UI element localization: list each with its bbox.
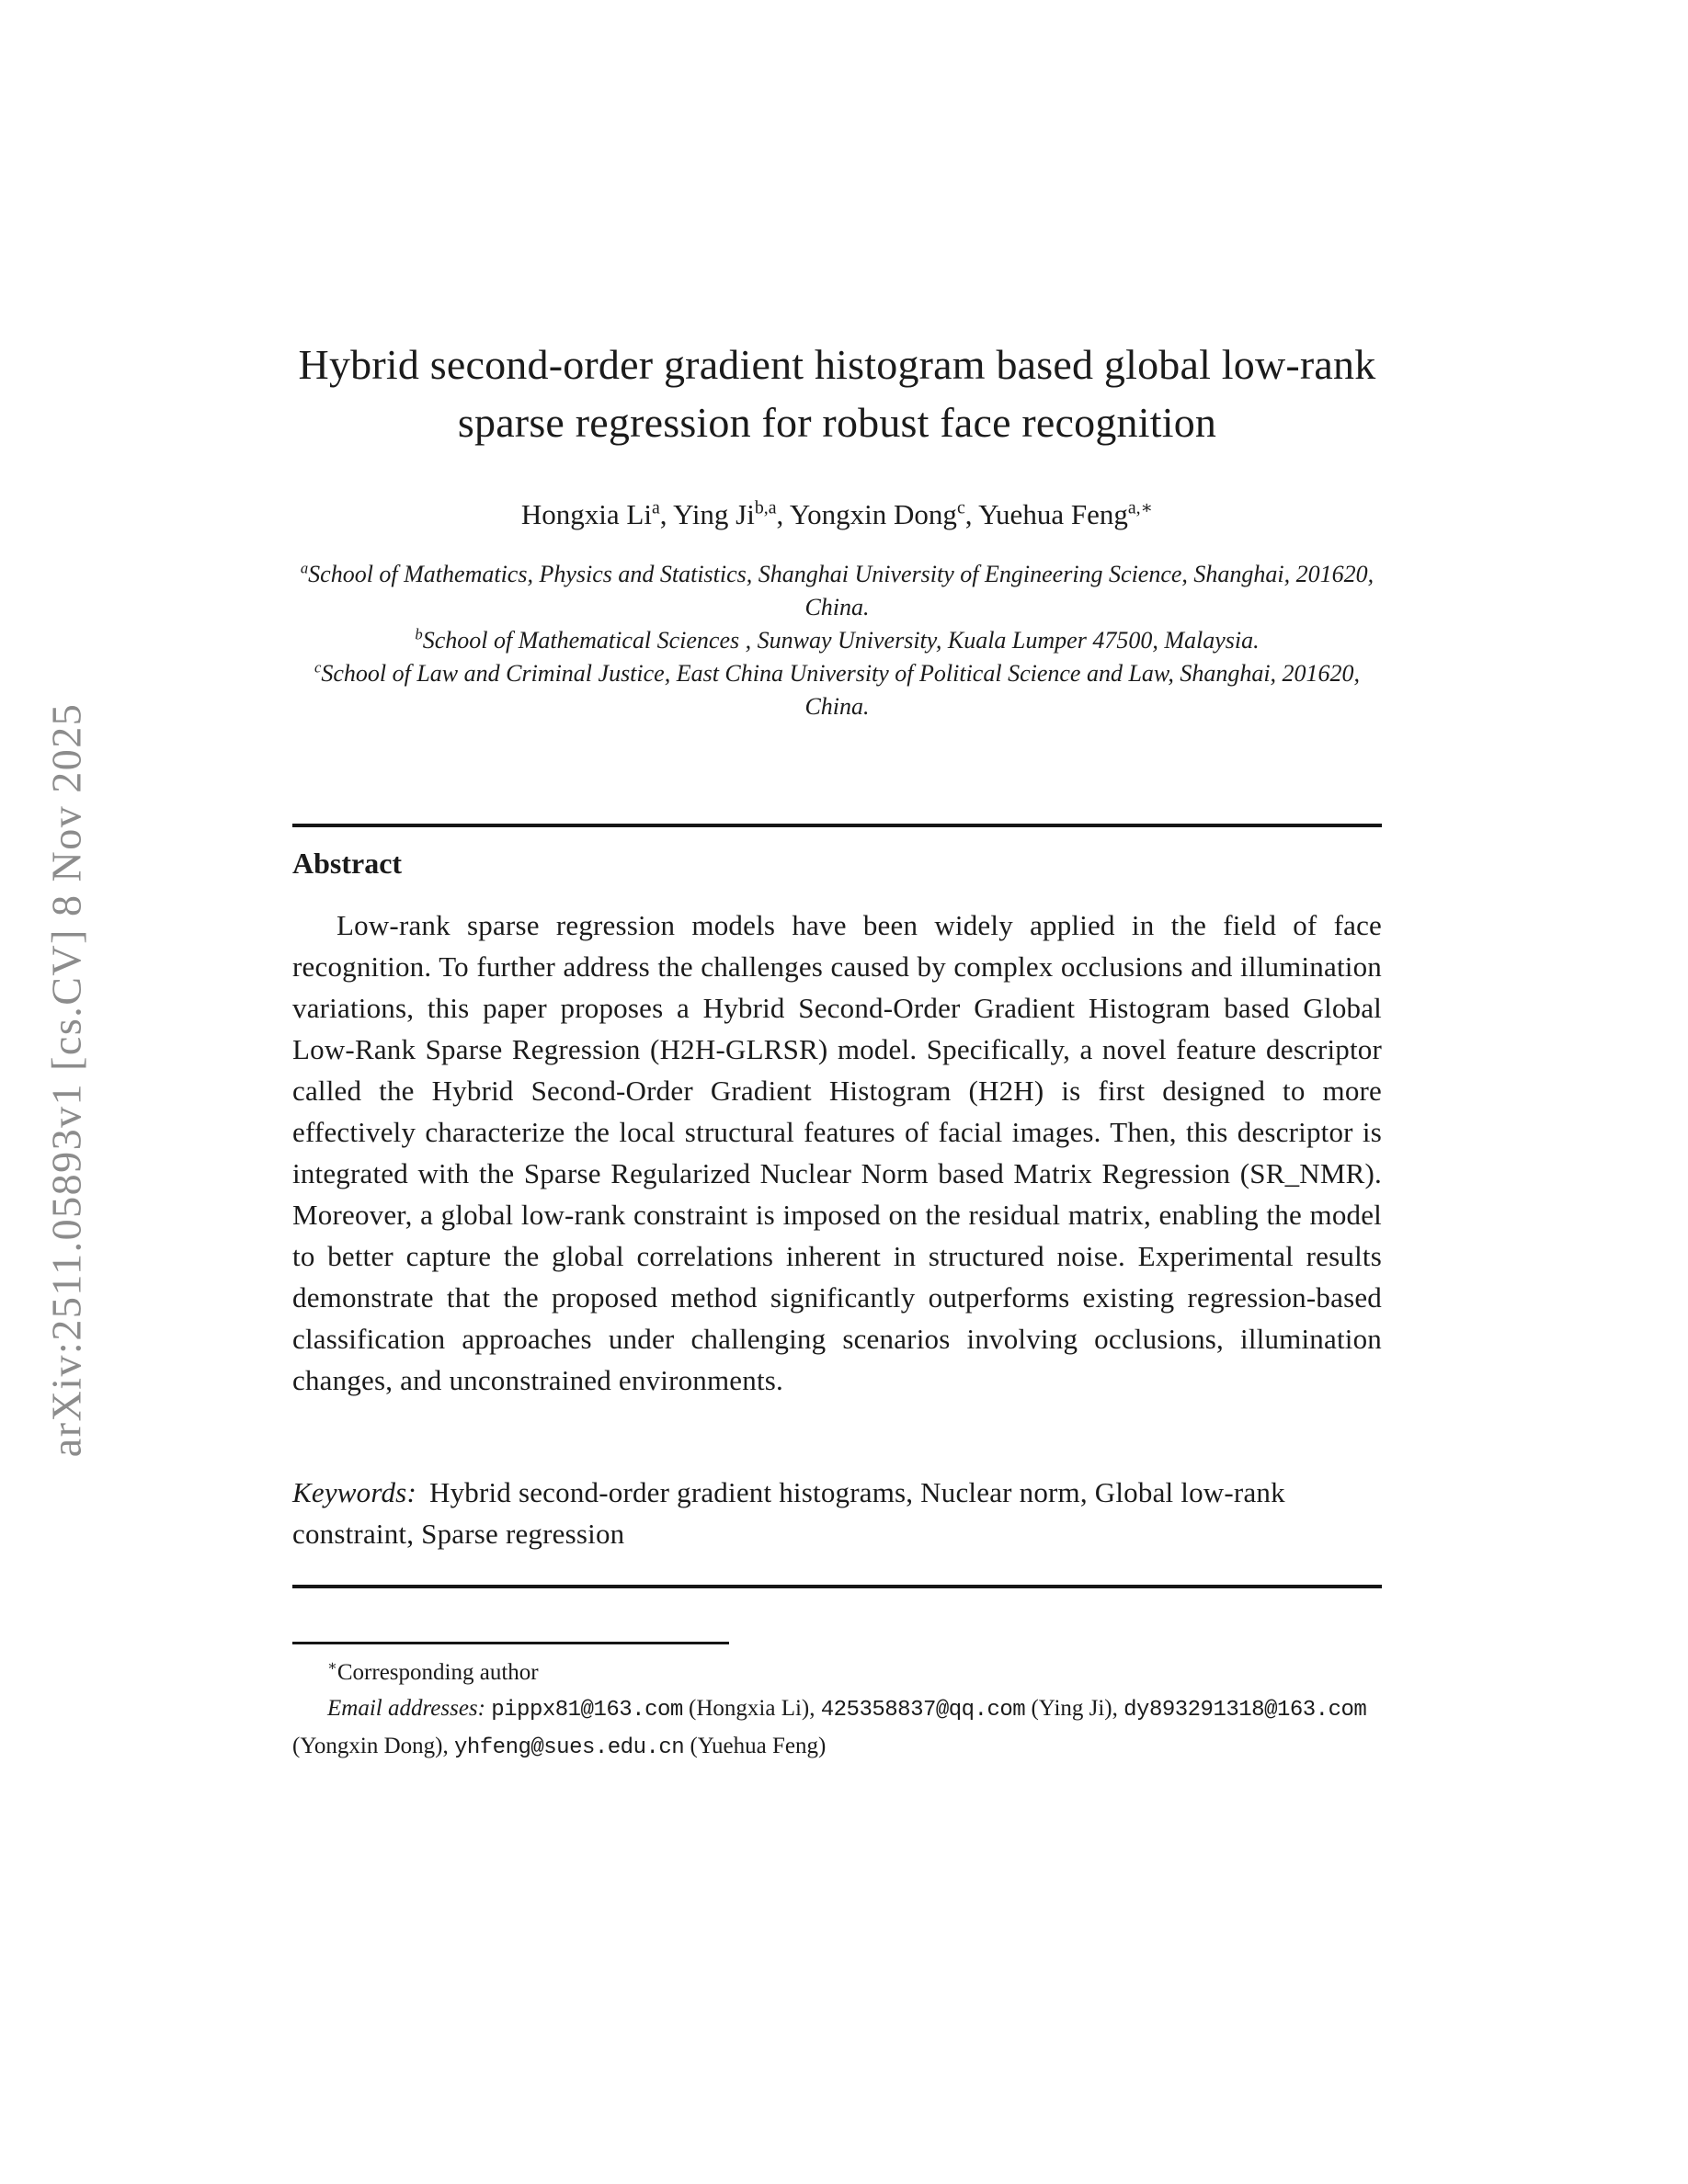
author-name: Yuehua Feng (978, 498, 1128, 530)
affiliation-marker: c (314, 658, 322, 677)
affiliation-marker: b (415, 625, 423, 643)
email-addresses-note (292, 1690, 1382, 1766)
author-name: Yongxin Dong (789, 498, 957, 530)
author-affiliation-marker: c (956, 497, 965, 518)
abstract-bottom-divider (292, 1585, 1382, 1588)
author-affiliation-marker: a (651, 497, 660, 518)
author-name: Ying Ji (673, 498, 755, 530)
corresponding-author-marker: ∗ (327, 1658, 337, 1675)
affiliations-block (292, 558, 1382, 723)
keywords-line (292, 1472, 1382, 1554)
email-address: dy893291318@163.com (1123, 1698, 1367, 1723)
arxiv-watermark: arXiv:2511.05893v1 [cs.CV] 8 Nov 2025 (42, 702, 90, 1458)
author-name: Hongxia Li (520, 498, 652, 530)
author-line: Hongxia Li$^a$, Ying Ji$^{b,a}$, Yongxin Dong$^c$, Yuehua Feng$^{a,∗}$ (520, 497, 1154, 530)
affiliation: $^a$School of Mathematics, Physics and Statistics, Shanghai University of Engineering Science, Shanghai, 201620, China. (300, 559, 1374, 620)
email-addresses-label: Email addresses: (327, 1696, 485, 1721)
email-address: yhfeng@sues.edu.cn (453, 1735, 685, 1760)
affiliation-marker: a (300, 559, 309, 577)
email-address: pippx81@163.com (491, 1698, 683, 1723)
paper-title: Hybrid second-order gradient histogram based global low-rank sparse regression for robust face recognition (298, 341, 1376, 446)
footnotes-block (292, 1655, 1382, 1766)
author-affiliation-marker: b,a (754, 497, 777, 518)
corresponding-author-note (292, 1655, 1382, 1690)
email-addresses-list: pippx81@163.com (Hongxia Li), 425358837@qq.com (Ying Ji), dy893291318@163.com (Yongxin Dong), yhfeng@sues.edu.cn (Yuehua Feng) (292, 1696, 1367, 1760)
footnote-rule (292, 1642, 729, 1644)
affiliation: $^c$School of Law and Criminal Justice, East China University of Political Science and Law, Shanghai, 201620, China. (314, 658, 1361, 720)
email-address: 425358837@qq.com (820, 1698, 1026, 1723)
abstract-top-divider (292, 824, 1382, 827)
corresponding-author-text: Corresponding author (336, 1660, 539, 1685)
abstract-heading: Abstract (292, 847, 403, 880)
abstract-text: Low-rank sparse regression models have been widely applied in the field of face recognition. To further address the challenges caused by complex occlusions and illumination variations, this paper proposes a Hybrid Second-Order Gradient Histogram based Global Low-Rank Sparse Regression (H2H-GLRSR) model. Specifically, a novel feature descriptor called the Hybrid Second-Order Gradient Histogram (H2H) is first designed to more effectively characterize the local structural features of facial images. Then, this descriptor is integrated with the Sparse Regularized Nuclear Norm based Matrix Regression (SR_NMR). Moreover, a global low-rank constraint is imposed on the residual matrix, enabling the model to better capture the global correlations inherent in structured noise. Experimental results demonstrate that the proposed method significantly outperforms existing regression-based classification approaches under challenging scenarios involving occlusions, illumination changes, and unconstrained environments. (292, 909, 1382, 1396)
author-affiliation-marker: a,∗ (1127, 497, 1154, 518)
affiliation: $^b$School of Mathematical Sciences , Sunway University, Kuala Lumper 47500, Malaysia. (415, 625, 1260, 654)
keywords-text: Hybrid second-order gradient histograms, Nuclear norm, Global low-rank constraint, Sparse regression (292, 1476, 1285, 1550)
paper-content (292, 0, 1382, 2184)
keywords-label: Keywords: (292, 1476, 416, 1508)
